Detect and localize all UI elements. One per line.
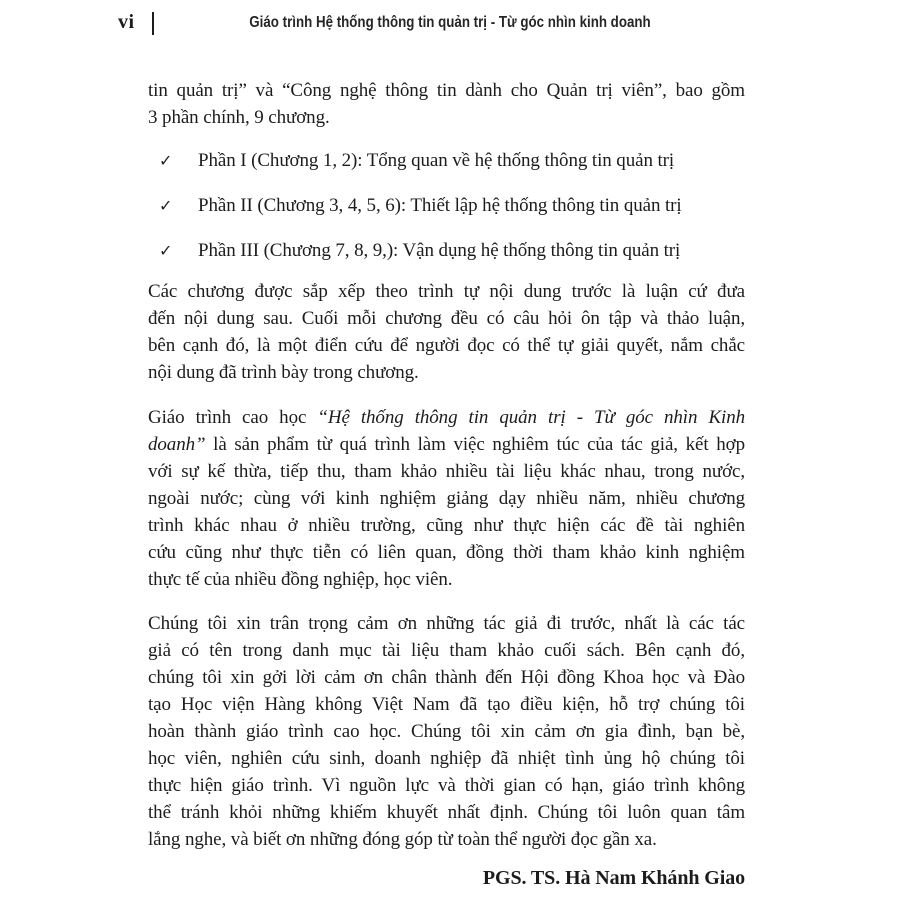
parts-checklist: [148, 147, 745, 264]
text-line: cứu cũng như thực tiễn có liên quan, đồng thời tham khảo kinh nghiệm: [148, 542, 745, 563]
checkmark-icon: ✓: [159, 241, 173, 260]
book-title-italic: doanh”: [148, 434, 206, 455]
text-line: [148, 431, 745, 458]
checkmark-icon: ✓: [159, 196, 173, 215]
checklist-item: [148, 192, 745, 219]
text-line: thực tế của nhiều đồng nghiệp, học viên.: [148, 569, 453, 590]
chapters-order-paragraph: [148, 278, 745, 386]
acknowledgements-paragraph: [148, 610, 745, 853]
text-line: học viên, nghiên cứu sinh, doanh nghiệp đã nhiệt tình ủng hộ chúng tôi: [148, 748, 745, 769]
page-number: vi: [118, 11, 135, 33]
text-segment: Giáo trình cao học: [148, 407, 318, 428]
text-line: thể tránh khỏi những khiếm khuyết nhất định. Chúng tôi luôn quan tâm: [148, 802, 745, 823]
checklist-item-text: Phần II (Chương 3, 4, 5, 6): Thiết lập hệ thống thông tin quản trị: [198, 195, 682, 216]
text-line: trình khác nhau ở nhiều trường, cũng như thực hiện các đề tài nghiên: [148, 515, 745, 536]
checklist-item: [148, 147, 745, 174]
checklist-item-text: Phần I (Chương 1, 2): Tổng quan về hệ thống thông tin quản trị: [198, 150, 675, 171]
checklist-item: [148, 237, 745, 264]
text-segment: là sản phẩm từ quá trình làm việc nghiêm túc của tác giả, kết hợp: [205, 434, 745, 455]
intro-paragraph: [148, 77, 745, 131]
text-line: [148, 404, 745, 431]
text-line: lắng nghe, và biết ơn những đóng góp từ toàn thể người đọc gần xa.: [148, 829, 657, 850]
text-line: bên cạnh đó, là một điển cứu để người đọc có thể tự giải quyết, nắm chắc: [148, 335, 745, 356]
text-line: ngoài nước; cùng với kinh nghiệm giảng dạy nhiều năm, nhiều chương: [148, 488, 745, 509]
book-description-paragraph: [148, 404, 745, 593]
text-line: tạo Học viện Hàng không Việt Nam đã tạo điều kiện, hỗ trợ chúng tôi: [148, 694, 745, 715]
text-line: tin quản trị” và “Công nghệ thông tin dành cho Quản trị viên”, bao gồm: [148, 80, 745, 101]
text-line: thực hiện giáo trình. Vì nguồn lực và thời gian có hạn, giáo trình không: [148, 775, 745, 796]
text-line: đến nội dung sau. Cuối mỗi chương đều có câu hỏi ôn tập và thảo luận,: [148, 308, 745, 329]
text-line: Các chương được sắp xếp theo trình tự nội dung trước là luận cứ đưa: [148, 281, 745, 302]
text-line: giả có tên trong danh mục tài liệu tham khảo cuối sách. Bên cạnh đó,: [148, 640, 745, 661]
text-line: hoàn thành giáo trình cao học. Chúng tôi xin cảm ơn gia đình, bạn bè,: [148, 721, 745, 742]
book-title-italic: “Hệ thống thông tin quản trị - Từ góc nhìn Kinh: [317, 407, 746, 428]
author-signature: PGS. TS. Hà Nam Khánh Giao: [482, 867, 745, 889]
text-line: với sự kế thừa, tiếp thu, tham khảo nhiều tài liệu khác nhau, trong nước,: [148, 461, 745, 482]
running-header-title: Giáo trình Hệ thống thông tin quản trị - Từ góc nhìn kinh doanh: [249, 14, 651, 31]
checkmark-icon: ✓: [159, 151, 173, 170]
page-header: [0, 10, 900, 38]
text-line: Chúng tôi xin trân trọng cảm ơn những tác giả đi trước, nhất là các tác: [148, 613, 745, 634]
text-line: nội dung đã trình bày trong chương.: [148, 362, 419, 383]
checklist-item-text: Phần III (Chương 7, 8, 9,): Vận dụng hệ thống thông tin quản trị: [198, 240, 681, 261]
text-line: chúng tôi xin gởi lời cảm ơn chân thành đến Hội đồng Khoa học và Đào: [148, 667, 745, 688]
text-line: 3 phần chính, 9 chương.: [148, 107, 330, 128]
page-content: [148, 77, 745, 892]
